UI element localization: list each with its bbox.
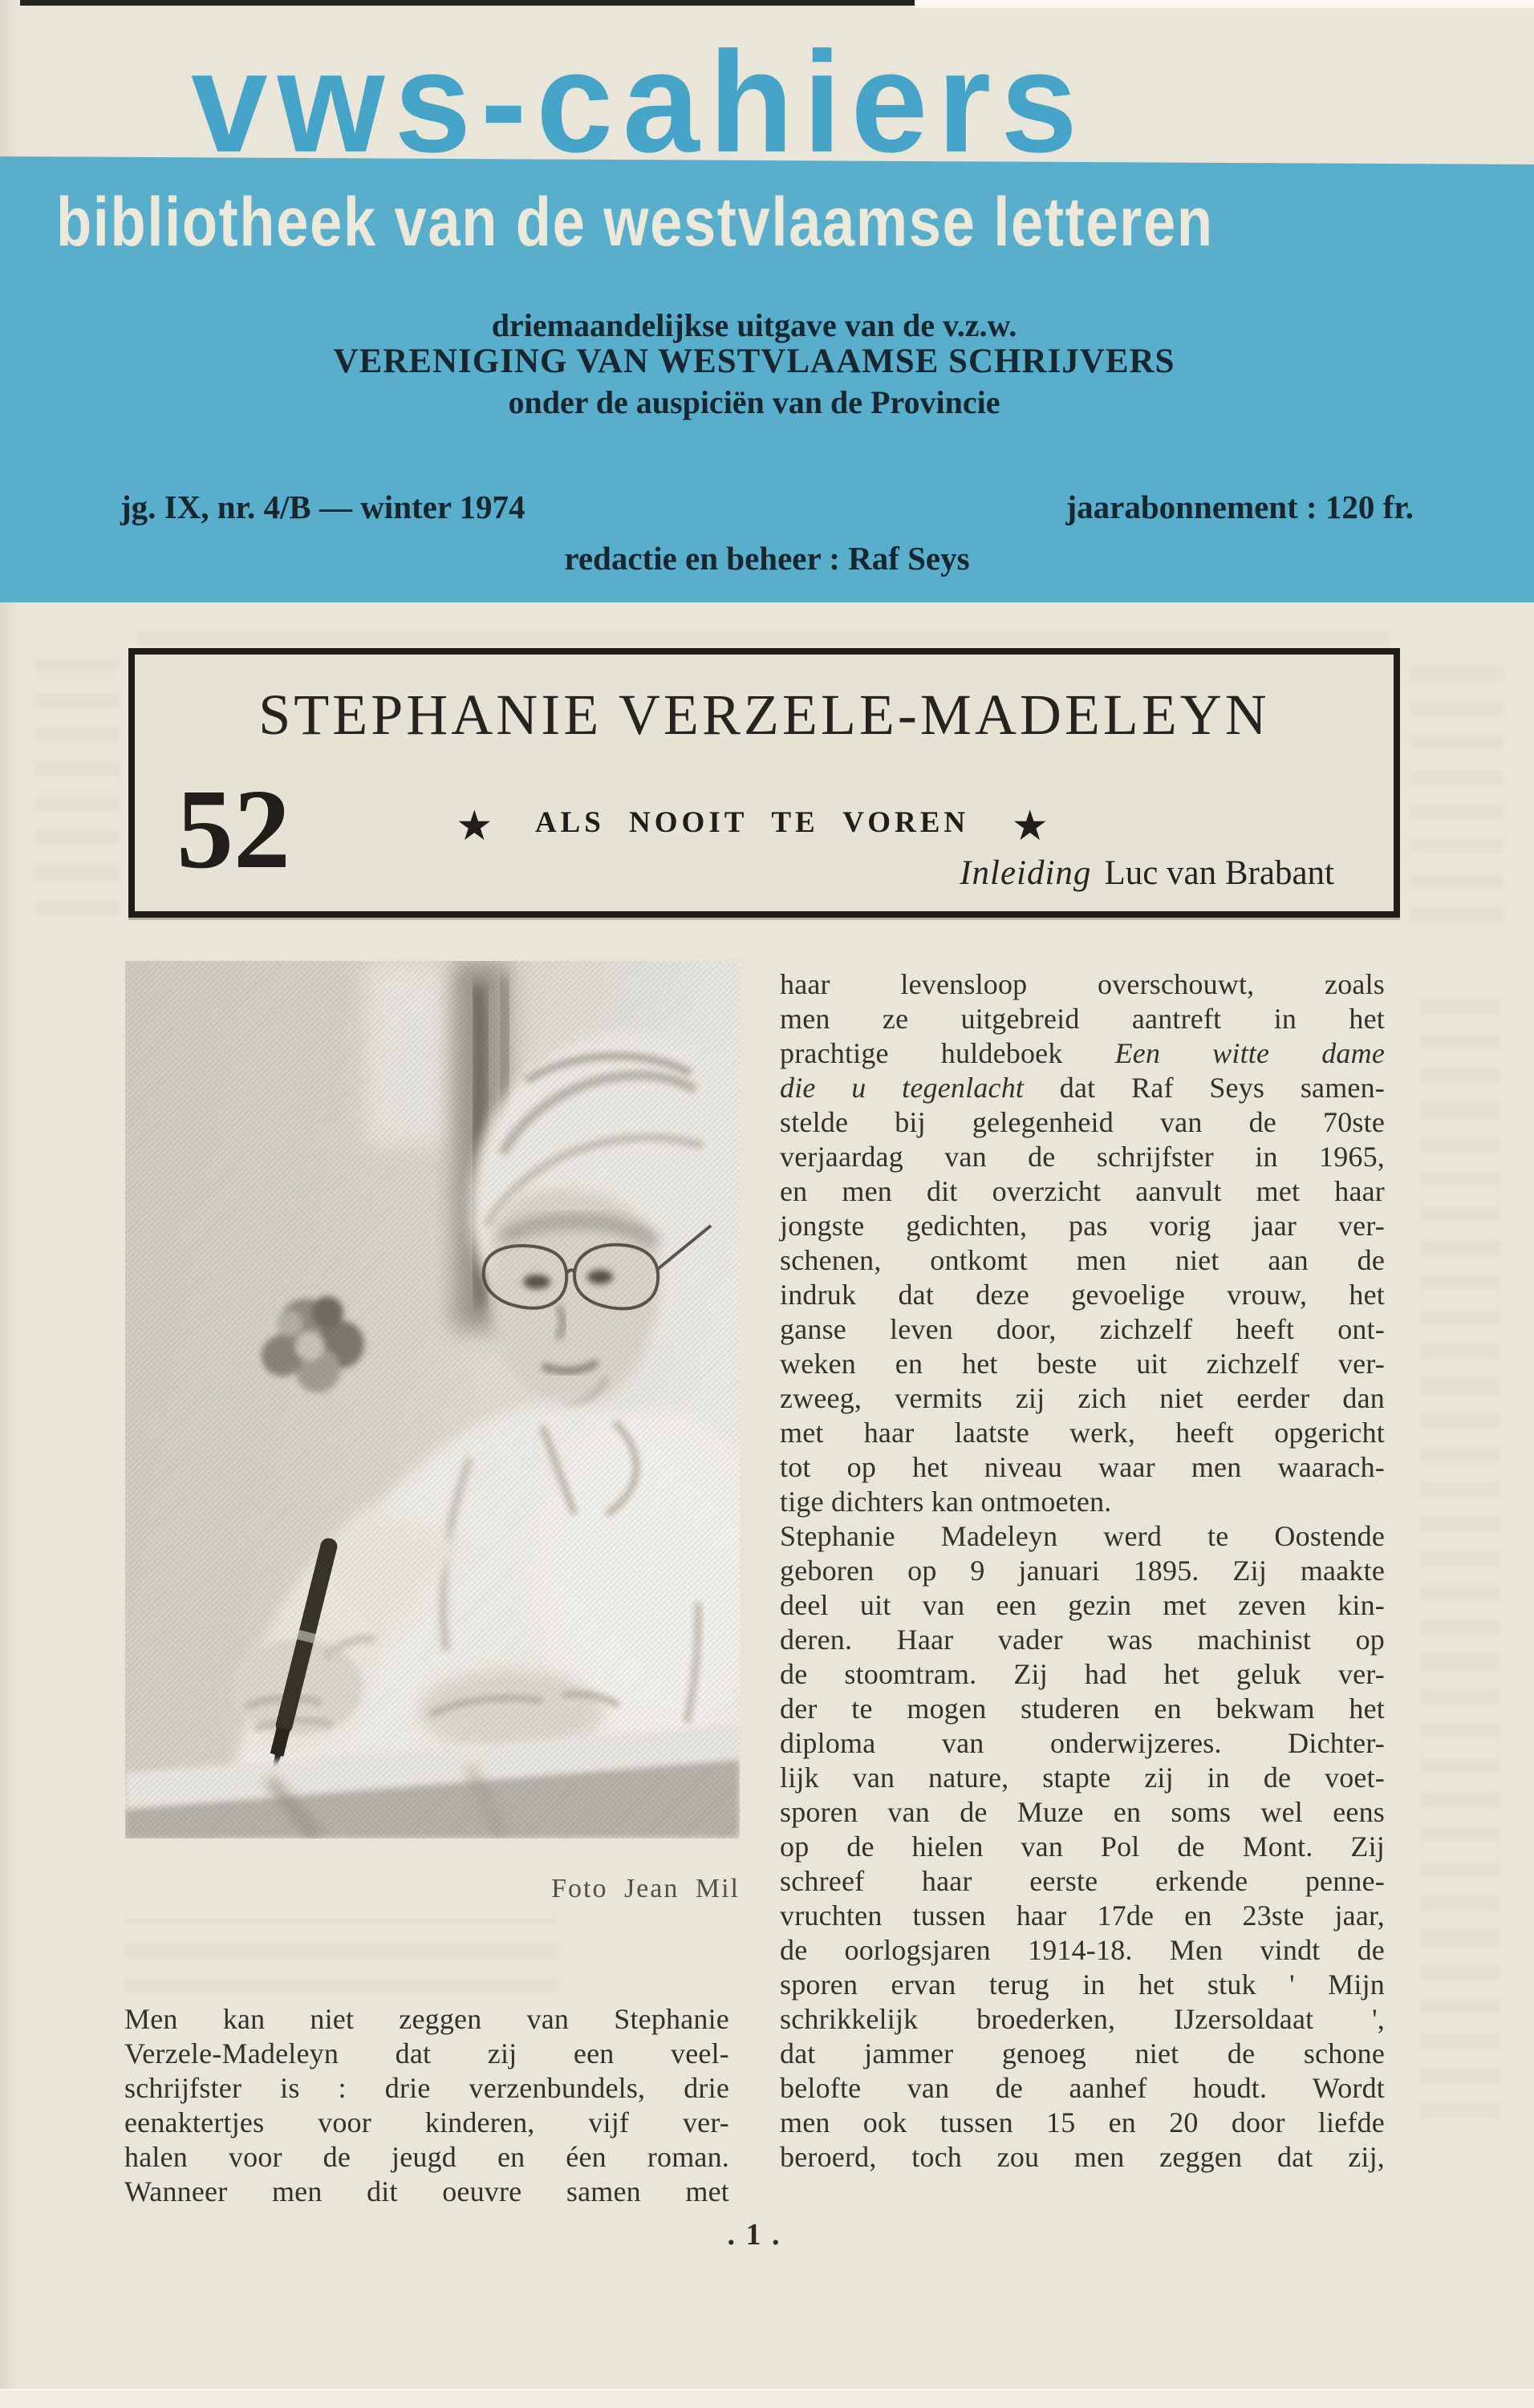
text-line: met haar laatste werk, heeft opgericht [780,1417,1385,1449]
auspices-line: onder de auspiciën van de Provincie [508,384,1000,420]
text-line: schreef haar eerste erkende penne- [780,1865,1385,1897]
scan-edge-highlight [915,0,1534,8]
woman-writing-illustration [125,961,740,1838]
article-column-left [124,2002,729,2209]
text-line: indruk dat deze gevoelige vrouw, het [780,1279,1385,1311]
blouse-shape [221,1405,740,1838]
bleedthrough-ghost-text [1410,658,1503,922]
resting-hand-shape [418,1669,619,1753]
bleedthrough-ghost-text [1420,995,1500,2118]
issue-info-row [120,488,1414,526]
publisher-name-line: VERENIGING VAN WESTVLAAMSE SCHRIJVERS [333,343,1175,380]
text-line: geboren op 9 januari 1895. Zij maakte [780,1555,1385,1587]
feature-title-box [128,648,1400,918]
article-subtitle-row [123,804,1382,847]
text-line: en men dit overzicht aanvult met haar [780,1175,1385,1207]
text-line: lijk van nature, stapte zij in de voet- [780,1761,1385,1794]
curtain-shape [452,961,509,1330]
face-shape [490,1189,661,1407]
text-line: die u tegenlacht dat Raf Seys samen- [780,1072,1385,1104]
issue-cahier-number: 52 [177,765,290,892]
editor-credit: redactie en beheer : Raf Seys [564,540,970,577]
scan-edge-line [20,0,915,6]
text-line: halen voor de jeugd en éen roman. [124,2141,729,2173]
text-line: sporen ervan terug in het stuk ' Mijn [780,1968,1385,2001]
text-line: stelde bij gelegenheid van de 70ste [780,1106,1385,1138]
text-line: schrijfster is : drie verzenbundels, drie [124,2072,729,2104]
flower-cluster-shape [262,1296,364,1393]
issue-number-date: jg. IX, nr. 4/B — winter 1974 [120,488,526,525]
scan-bottom-edge [0,2389,1534,2408]
hand-shape [232,1639,375,1735]
page-number: . 1 . [727,2218,781,2252]
text-line: Verzele-Madeleyn dat zij een veel- [124,2037,729,2070]
publication-frequency-line: driemaandelijkse uitgave van de v.z.w. [491,307,1017,343]
article-subtitle: ALS NOOIT TE VOREN [534,806,970,839]
star-icon: ★ [457,805,491,846]
text-line: ganse leven door, zichzelf heeft ont- [780,1313,1385,1345]
magazine-logo-wordmark: vws-cahiers [191,22,1087,183]
text-line: sporen van de Muze en soms wel eens [780,1796,1385,1828]
introduction-label: Inleiding [960,854,1092,892]
text-line: diploma van onderwijzeres. Dichter- [780,1727,1385,1759]
text-line: eenaktertjes voor kinderen, vijf ver- [124,2106,729,2138]
star-icon: ★ [1013,805,1047,846]
fountain-pen-shape [261,1536,339,1788]
text-line: belofte van de aanhef houdt. Wordt [780,2072,1385,2104]
text-line: Men kan niet zeggen van Stephanie [124,2003,729,2035]
text-line: beroerd, toch zou men zeggen dat zij, [780,2141,1385,2173]
text-line: dat jammer genoeg niet de schone [780,2037,1385,2070]
bleedthrough-ghost-text [136,613,1388,645]
text-line: deel uit van een gezin met zeven kin- [780,1589,1385,1621]
text-line: de stoomtram. Zij had het geluk ver- [780,1658,1385,1690]
photo-caption: Foto Jean Mil [551,1874,740,1903]
table-shape [125,1725,740,1838]
masthead-subtitle: bibliotheek van de westvlaamse letteren [56,184,1214,261]
bleedthrough-ghost-text [124,1919,558,1992]
text-line: jongste gedichten, pas vorig jaar ver- [780,1210,1385,1242]
glasses-shape [484,1226,711,1308]
introduction-credit [960,853,1334,893]
portrait-photo [125,961,740,1838]
text-line: de oorlogsjaren 1914-18. Men vindt de [780,1934,1385,1966]
hair-shape [469,1032,740,1349]
text-line: op de hielen van Pol de Mont. Zij [780,1830,1385,1863]
text-line: tot op het niveau waar men waarach- [780,1451,1385,1483]
text-line: tige dichters kan ontmoeten. [780,1486,1112,1518]
text-line: verjaardag van de schrijfster in 1965, [780,1141,1385,1173]
arm-shape [246,1506,470,1750]
text-line: Wanneer men dit oeuvre samen met [124,2175,729,2207]
subscription-price: jaarabonnement : 120 fr. [1065,488,1414,525]
text-line: haar levensloop overschouwt, zoals [780,968,1385,1000]
text-line: weken en het beste uit zichzelf ver- [780,1348,1385,1380]
text-line: vruchten tussen haar 17de en 23ste jaar, [780,1899,1385,1932]
text-line: men ze uitgebreid aantreft in het [780,1003,1385,1035]
text-line: prachtige huldeboek Een witte dame [780,1037,1385,1069]
text-line: zweeg, vermits zij zich niet eerder dan [780,1382,1385,1414]
text-line: Stephanie Madeleyn werd te Oostende [780,1520,1385,1552]
text-line: schenen, ontkomt men niet aan de [780,1244,1385,1276]
bleedthrough-ghost-text [35,650,119,914]
text-line: deren. Haar vader was machinist op [780,1624,1385,1656]
article-column-right [780,967,1385,2175]
text-line: men ook tussen 15 en 20 door liefde [780,2106,1385,2138]
text-line: schrikkelijk broederken, IJzersoldaat ', [780,2003,1385,2035]
text-line: der te mogen studeren en bekwam het [780,1692,1385,1725]
article-author-title: STEPHANIE VERZELE-MADELEYN [258,683,1270,747]
introduction-author: Luc van Brabant [1104,854,1334,892]
